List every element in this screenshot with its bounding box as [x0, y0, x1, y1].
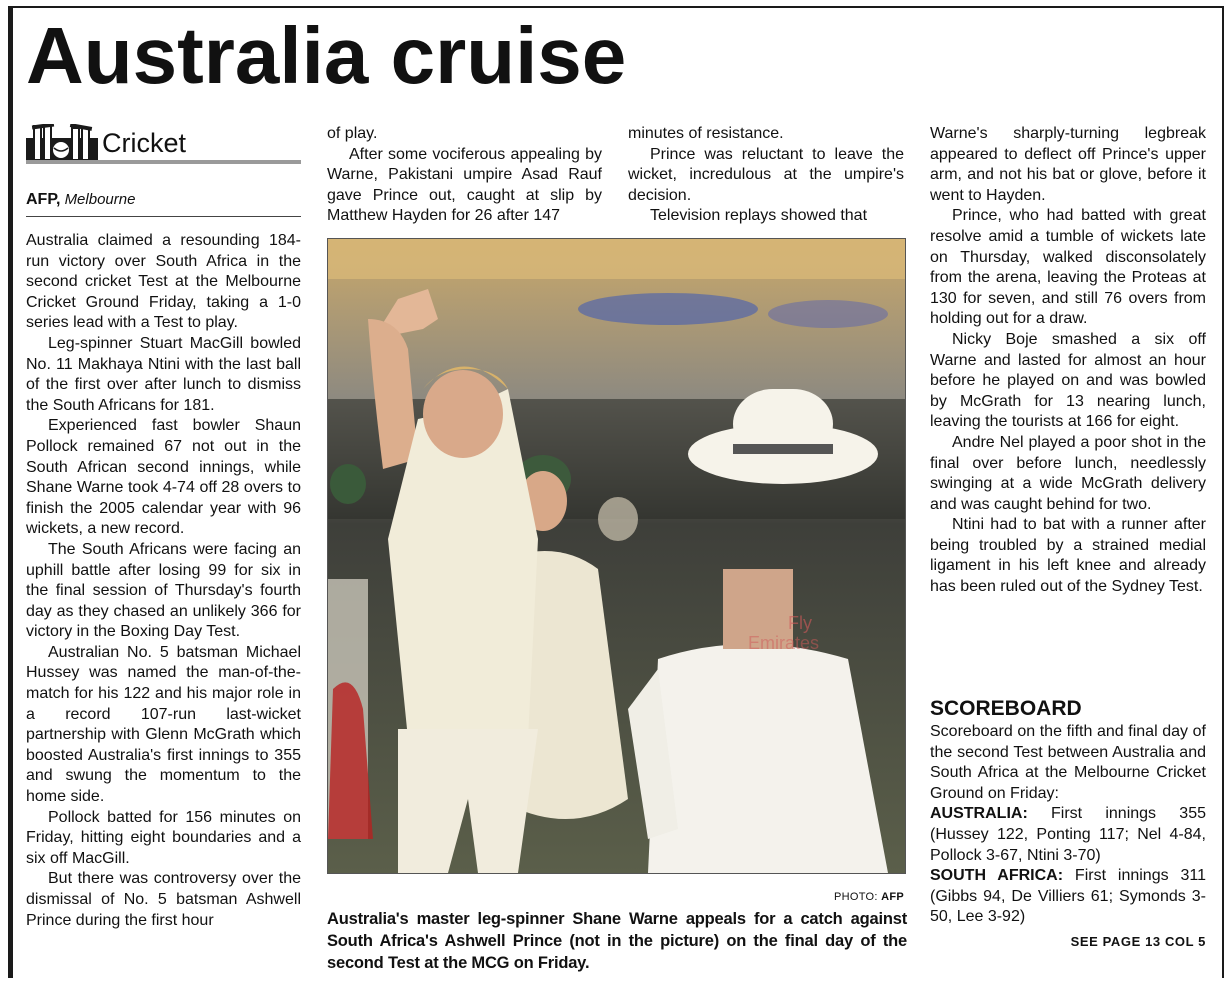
team-detail: First innings 311 (Gibbs 94, De Villiers 61; Symonds 3-50, Lee 3-92) [930, 867, 1206, 926]
article-column-2 [327, 124, 602, 227]
photo-credit-label: PHOTO: [833, 891, 878, 903]
byline-place: Melbourne [64, 191, 136, 208]
photo-illustration [328, 239, 905, 873]
paragraph: Australia claimed a resounding 184-run victory over South Africa in the second cricket Test at the Melbourne Cricket Ground Friday, taking a 1-0 series lead with a Test to play. [26, 232, 301, 332]
headline: Australia cruise [26, 11, 627, 100]
byline-rule [26, 216, 301, 217]
scoreboard-title: SCOREBOARD [930, 697, 1082, 720]
paragraph: After some vociferous appealing by Warne, Pakistani umpire Asad Rauf gave Prince out, caught at slip by Matthew Hayden for 26 after 147 [327, 145, 602, 225]
article-column-3 [628, 124, 904, 227]
paragraph: Andre Nel played a poor shot in the final over before lunch, needlessly swinging at a wide McGrath delivery and was caught behind for two. [930, 433, 1206, 513]
page-border-right [1222, 8, 1224, 978]
scoreboard [930, 722, 1206, 928]
top-rule [8, 6, 1224, 8]
section-rule [26, 160, 301, 164]
article-column-4 [930, 124, 1206, 598]
paragraph: Prince, who had batted with great resolve amid a tumble of wickets late on Thursday, walked disconsolately from the arena, leaving the Proteas at 130 for seven, and still 76 overs from holding out for a draw. [930, 207, 1206, 328]
paragraph: Television replays showed that [650, 207, 868, 225]
team-detail: First innings 355 (Hussey 122, Ponting 117; Nel 4-84, Pollock 3-67, Ntini 3-70) [930, 805, 1206, 864]
section-logo [26, 122, 301, 166]
paragraph: Prince was reluctant to leave the wicket, incredulous at the umpire's decision. [628, 145, 904, 204]
photo-credit [700, 891, 904, 903]
photo-credit-agency: AFP [881, 891, 904, 903]
paragraph: Australian No. 5 batsman Michael Hussey was named the man-of-the-match for his 122 and his major role in a record 107-run last-wicket partnership with Glenn McGrath which boosted Australia's first innings to 355 and swung the momentum to the home side. [26, 643, 301, 806]
scoreboard-team [930, 804, 1206, 866]
page-border-left [8, 8, 13, 978]
news-photo [327, 238, 906, 874]
team-name: AUSTRALIA: [930, 805, 1028, 823]
article-column-1 [26, 231, 301, 931]
paragraph: But there was controversy over the dismissal of No. 5 batsman Ashwell Prince during the first hour [26, 870, 301, 929]
paragraph: The South Africans were facing an uphill battle after losing 99 for six in the final session of Thursday's fourth day as they chased an unlikely 366 for victory in the Boxing Day Test. [26, 540, 301, 641]
paragraph: Experienced fast bowler Shaun Pollock remained 67 not out in the South African second innings, while Shane Warne took 4-74 off 28 overs to finish the 2005 calendar year with 96 wickets, a new record. [26, 417, 301, 538]
scoreboard-team [930, 866, 1206, 928]
team-name: SOUTH AFRICA: [930, 867, 1064, 885]
svg-text:Emirates: Emirates [748, 633, 820, 653]
paragraph: minutes of resistance. [628, 125, 784, 142]
svg-text:Fly: Fly [788, 613, 812, 633]
photo-caption: Australia's master leg-spinner Shane Warne appeals for a catch against South Africa's Ashwell Prince (not in the picture) on the final day of the second Test at the MCG on Friday. [327, 910, 907, 972]
paragraph: of play. [327, 125, 378, 142]
paragraph: Nicky Boje smashed a six off Warne and lasted for almost an hour before he played on and was bowled by McGrath for 13 nearing lunch, leaving the tourists at 166 for eight. [930, 330, 1206, 431]
paragraph: Warne's sharply-turning legbreak appeared to deflect off Prince's upper arm, and not his bat or glove, before it went to Hayden. [930, 125, 1206, 204]
byline [26, 191, 301, 209]
cricket-stumps-ball-icon [26, 124, 98, 162]
paragraph: Ntini had to bat with a runner after being troubled by a strained medial ligament in his left knee and already has been ruled out of the Sydney Test. [930, 516, 1206, 596]
paragraph: Leg-spinner Stuart MacGill bowled No. 11 Makhaya Ntini with the last ball of the first over after lunch to dismiss the South Africans for 181. [26, 334, 301, 414]
byline-agency: AFP, [26, 191, 61, 208]
section-label: Cricket [102, 128, 187, 158]
scoreboard-intro: Scoreboard on the fifth and final day of the second Test between Australia and South Africa at the Melbourne Cricket Ground on Friday: [930, 723, 1206, 802]
paragraph: Pollock batted for 156 minutes on Friday, hitting eight boundaries and a six off MacGill. [26, 808, 301, 867]
jump-line[interactable]: SEE PAGE 13 COL 5 [1070, 934, 1206, 949]
